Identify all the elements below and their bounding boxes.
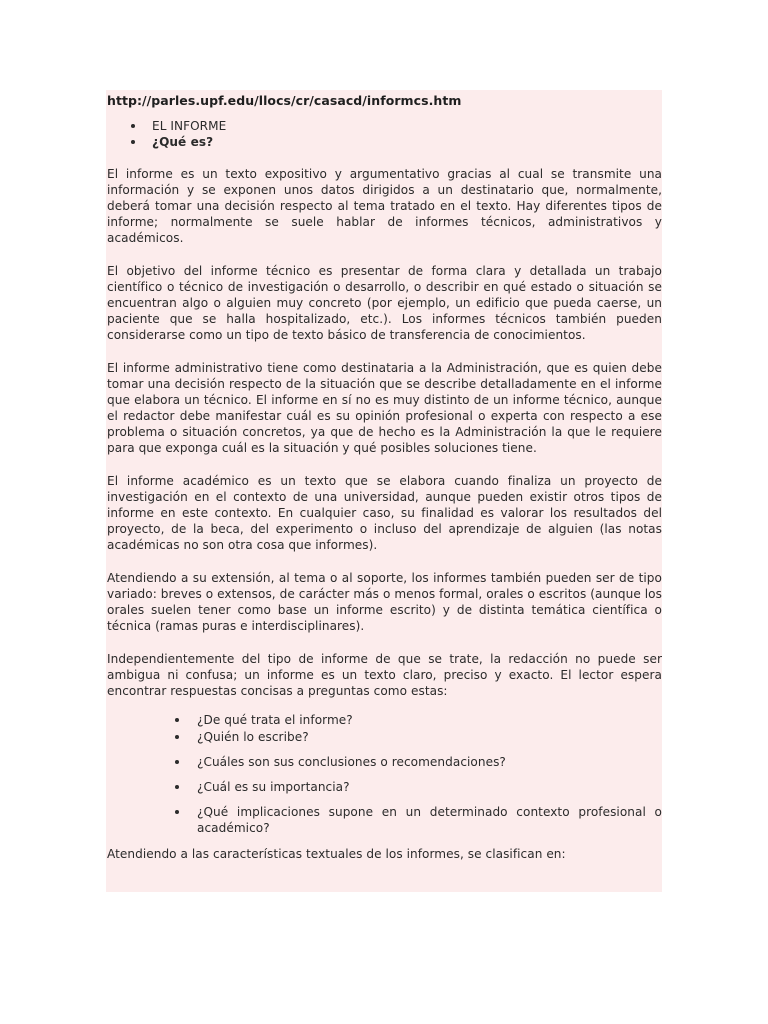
paragraph-informe-tecnico: El objetivo del informe técnico es presentar de forma clara y detallada un trabajo científico o técnico de investigación o desarrollo, o describir en qué estado o situación se encuentran algo o alguien muy concreto (por ejemplo, un edificio que pueda caerse, un paciente que se halla hospitalizado, etc.). Los informes técnicos también pueden considerarse como un tipo de texto básico de transferencia de conocimientos.: [107, 264, 662, 342]
question-item: ¿Cuál es su importancia?: [197, 779, 662, 795]
paragraph-clasificacion: Atendiendo a las características textuales de los informes, se clasifican en:: [107, 847, 566, 861]
paragraph-redaccion: Independientemente del tipo de informe de que se trate, la redacción no puede ser ambigua ni confusa; un informe es un texto claro, preciso y exacto. El lector espera encontrar respuestas concisas a preguntas como estas:: [107, 652, 662, 698]
paragraph-informe-academico: El informe académico es un texto que se elabora cuando finaliza un proyecto de investigación en el contexto de una universidad, aunque pueden existir otros tipos de informe en este contexto. En cualquier caso, su finalidad es valorar los resultados del proyecto, de la beca, del experimento o incluso del aprendizaje de alguien (las notas académicas no son otra cosa que informes).: [107, 474, 662, 552]
paragraph-tipos: Atendiendo a su extensión, al tema o al soporte, los informes también pueden ser de tipo variado: breves o extensos, de carácter más o menos formal, orales o escritos (aunque los orales suelen tener como base un informe escrito) y de distinta temática científica o técnica (ramas puras e interdisciplinares).: [107, 571, 662, 633]
question-item: ¿De qué trata el informe?: [197, 712, 662, 728]
top-bullet-list: [107, 118, 662, 150]
bullet-el-informe: EL INFORME: [152, 118, 662, 134]
question-item: ¿Cuáles son sus conclusiones o recomendaciones?: [197, 754, 662, 770]
questions-list: [107, 712, 662, 836]
paragraph-informe-administrativo: El informe administrativo tiene como destinataria a la Administración, que es quien debe tomar una decisión respecto de la situación que se describe detalladamente en el informe que elabora un técnico. El informe en sí no es muy distinto de un informe técnico, aunque el redactor debe manifestar cuál es su opinión profesional o experta con respecto a ese problema o situación concretos, ya que de hecho es la Administración la que le requiere para que exponga cuál es la situación y qué posibles soluciones tiene.: [107, 361, 662, 455]
question-item: ¿Quién lo escribe?: [197, 729, 662, 745]
paragraph-intro: El informe es un texto expositivo y argumentativo gracias al cual se transmite una información y se exponen unos datos dirigidos a un destinatario que, normalmente, deberá tomar una decisión respecto al tema tratado en el texto. Hay diferentes tipos de informe; normalmente se suele hablar de informes técnicos, administrativos y académicos.: [107, 167, 662, 245]
document-content: [107, 90, 662, 862]
source-url: http://parles.upf.edu/llocs/cr/casacd/informcs.htm: [107, 93, 462, 108]
question-item: ¿Qué implicaciones supone en un determinado contexto profesional o académico?: [197, 805, 662, 835]
bullet-que-es: ¿Qué es?: [152, 134, 662, 150]
